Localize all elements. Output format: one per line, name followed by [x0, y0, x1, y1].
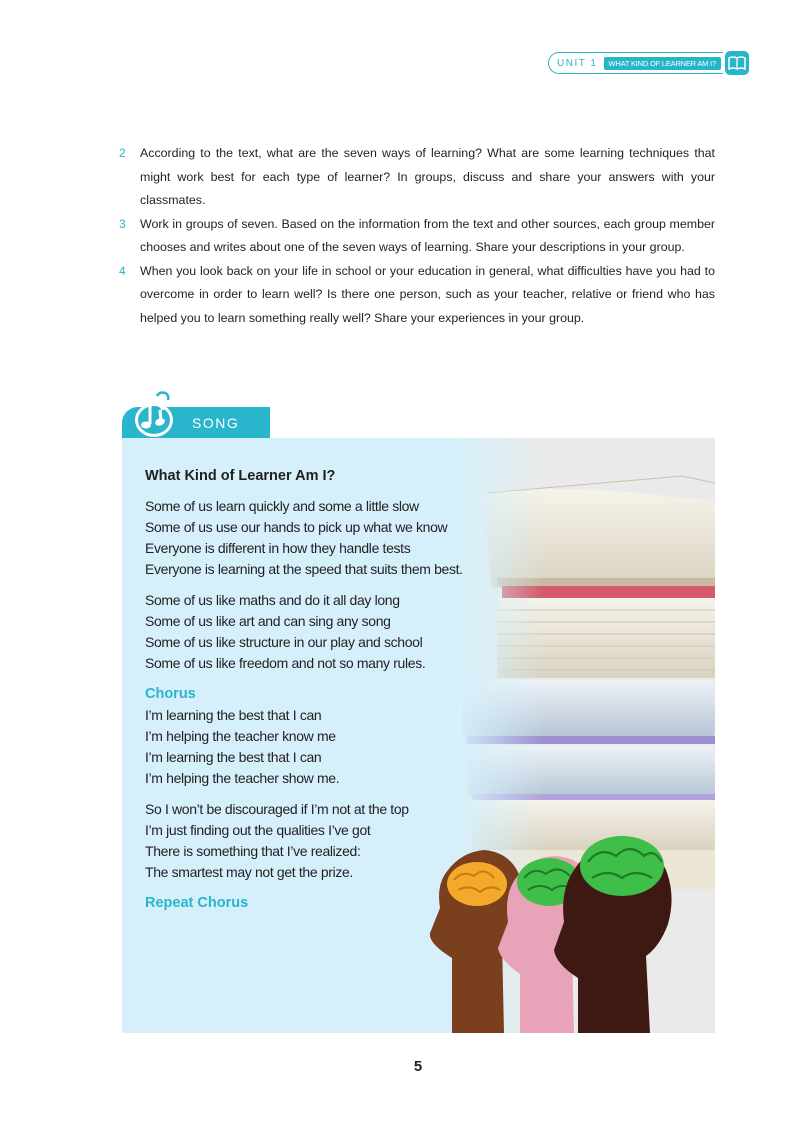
page-number: 5 [413, 1058, 423, 1075]
lyric-line: Some of us learn quickly and some a little slow [145, 498, 419, 514]
stanza-1 [145, 496, 465, 580]
stanza-2 [145, 590, 465, 674]
song-panel [122, 438, 715, 1033]
lyric-line: Everyone is different in how they handle tests [145, 540, 411, 556]
question-item [119, 213, 715, 260]
question-text: When you look back on your life in school or your education in general, what difficulties have you had to overcome in order to learn well? Is there one person, such as your teacher, relative or friend who has helped you to learn something really well? Share your experiences in your group. [140, 263, 715, 325]
lyric-line: I’m learning the best that I can [145, 749, 322, 765]
question-item [119, 142, 715, 213]
lyric-line: Everyone is learning at the speed that suits them best. [145, 561, 463, 577]
unit-header [548, 50, 749, 76]
question-text: Work in groups of seven. Based on the information from the text and other sources, each group member chooses and writes about one of the seven ways of learning. Share your descriptions in your group. [140, 216, 715, 254]
lyric-line: The smartest may not get the prize. [145, 864, 353, 880]
lyric-line: Some of us like structure in our play and school [145, 634, 423, 650]
music-note-icon [130, 386, 182, 438]
song-title: What Kind of Learner Am I? [145, 468, 336, 484]
question-list [119, 142, 715, 330]
lyric-line: Some of us like maths and do it all day long [145, 592, 400, 608]
unit-frame [548, 52, 723, 74]
question-item [119, 260, 715, 331]
chorus-label: Chorus [145, 686, 196, 702]
question-number: 4 [119, 263, 126, 278]
lyric-line: I’m helping the teacher show me. [145, 770, 340, 786]
question-number: 3 [119, 216, 126, 231]
lyric-line: Some of us like freedom and not so many rules. [145, 655, 426, 671]
stanza-3 [145, 799, 465, 883]
lyric-line: Some of us use our hands to pick up what we know [145, 519, 448, 535]
question-number: 2 [119, 146, 126, 160]
repeat-chorus-label: Repeat Chorus [145, 895, 249, 911]
song-lyrics [145, 468, 465, 914]
lyric-line: I’m learning the best that I can [145, 707, 322, 723]
unit-label: UNIT 1 [557, 57, 598, 69]
unit-title: WHAT KIND OF LEARNER AM I? [604, 57, 721, 70]
lyric-line: Some of us like art and can sing any song [145, 613, 391, 629]
lyric-line: There is something that I’ve realized: [145, 843, 361, 859]
lyric-line: So I won’t be discouraged if I’m not at the top [145, 801, 409, 817]
song-tab-label: SONG [192, 415, 240, 431]
lyric-line: I’m just finding out the qualities I’ve got [145, 822, 371, 838]
chorus [145, 684, 465, 789]
open-book-icon [725, 51, 749, 75]
question-text: According to the text, what are the seven ways of learning? What are some learning techniques that might work best for each type of learner? In groups, discuss and share your answers with your classmates. [140, 146, 715, 207]
lyric-line: I’m helping the teacher know me [145, 728, 336, 744]
